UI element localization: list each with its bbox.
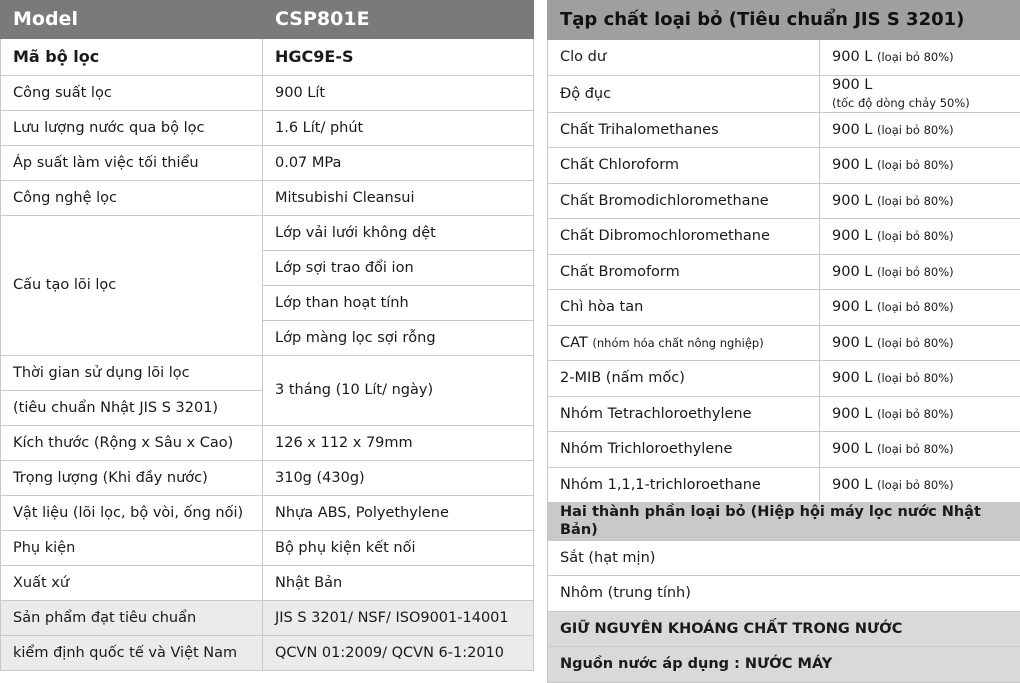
spec-value: Lớp than hoạt tính xyxy=(263,286,534,321)
spec-label: Công suất lọc xyxy=(1,76,263,111)
table-row xyxy=(1,461,534,496)
table-row xyxy=(1,39,534,76)
spec-label: Lưu lượng nước qua bộ lọc xyxy=(1,111,263,146)
impurity-value-text: 900 L xyxy=(832,264,872,280)
spec-label-filter-structure: Cấu tạo lõi lọc xyxy=(1,216,263,356)
spec-label: Áp suất làm việc tối thiểu xyxy=(1,146,263,181)
table-row xyxy=(1,496,534,531)
spec-value: Lớp vải lưới không dệt xyxy=(263,216,534,251)
spec-value: 310g (430g) xyxy=(263,461,534,496)
table-row xyxy=(1,76,534,111)
impurity-value-note: (loại bỏ 80%) xyxy=(877,336,954,350)
impurity-value-text: 900 L xyxy=(832,477,872,493)
spec-label: Mã bộ lọc xyxy=(1,39,263,76)
table-row xyxy=(1,181,534,216)
table-row xyxy=(548,40,1020,76)
impurity-name: Nhóm Tetrachloroethylene xyxy=(548,396,820,432)
table-row xyxy=(1,146,534,181)
spec-label: Phụ kiện xyxy=(1,531,263,566)
impurity-value-text: 900 L xyxy=(832,441,872,457)
spec-value: QCVN 01:2009/ QCVN 6-1:2010 xyxy=(263,636,534,671)
impurity-value xyxy=(820,290,1020,326)
impurity-name: Chất Bromoform xyxy=(548,254,820,290)
spec-value: Nhật Bản xyxy=(263,566,534,601)
spec-value: 126 x 112 x 79mm xyxy=(263,426,534,461)
impurity-value-note: (loại bỏ 80%) xyxy=(877,123,954,137)
impurity-name: 2-MIB (nấm mốc) xyxy=(548,361,820,397)
spec-label: Xuất xứ xyxy=(1,566,263,601)
impurity-value xyxy=(820,148,1020,184)
spec-label: Trọng lượng (Khi đầy nước) xyxy=(1,461,263,496)
impurity-value-note: (loại bỏ 80%) xyxy=(877,478,954,492)
impurity-value xyxy=(820,467,1020,503)
impurity-value-note: (tốc độ dòng chảy 50%) xyxy=(832,96,970,110)
table-row xyxy=(1,216,534,251)
table-row xyxy=(1,426,534,461)
impurity-value-text: 900 L xyxy=(832,228,872,244)
spec-value: HGC9E-S xyxy=(263,39,534,76)
impurity-value-note: (loại bỏ 80%) xyxy=(877,371,954,385)
footer-minerals xyxy=(548,611,1020,647)
spec-table-header xyxy=(1,1,534,39)
table-row xyxy=(548,325,1020,361)
table-row xyxy=(548,290,1020,326)
table-row xyxy=(548,75,1020,112)
impurity-value xyxy=(820,396,1020,432)
impurity-value-text: 900 L xyxy=(832,299,872,315)
impurity-name-text: CAT xyxy=(560,335,588,351)
table-row xyxy=(548,396,1020,432)
component-name: Sắt (hạt mịn) xyxy=(548,540,1020,576)
impurities-table xyxy=(547,0,1020,683)
impurities-table-header xyxy=(548,1,1020,40)
impurity-value-text: 900 L xyxy=(832,335,872,351)
impurity-name: Nhóm Trichloroethylene xyxy=(548,432,820,468)
impurity-name: Chất Trihalomethanes xyxy=(548,112,820,148)
impurity-name: Chì hòa tan xyxy=(548,290,820,326)
spec-value: Nhựa ABS, Polyethylene xyxy=(263,496,534,531)
spec-header-model: Model xyxy=(1,1,263,39)
impurity-value-note: (loại bỏ 80%) xyxy=(877,158,954,172)
spec-value-lifetime: 3 tháng (10 Lít/ ngày) xyxy=(263,356,534,426)
spec-label: Thời gian sử dụng lõi lọc xyxy=(1,356,263,391)
table-row xyxy=(548,540,1020,576)
table-row xyxy=(548,148,1020,184)
impurity-value xyxy=(820,254,1020,290)
impurity-value-note: (loại bỏ 80%) xyxy=(877,229,954,243)
spec-label: kiểm định quốc tế và Việt Nam xyxy=(1,636,263,671)
footer-text: Nguồn nước áp dụng : NƯỚC MÁY xyxy=(548,647,1020,683)
section-two-components-header xyxy=(548,503,1020,540)
impurity-value-note: (loại bỏ 80%) xyxy=(877,265,954,279)
impurity-value xyxy=(820,432,1020,468)
footer-water-source xyxy=(548,647,1020,683)
spec-value: Bộ phụ kiện kết nối xyxy=(263,531,534,566)
table-row xyxy=(1,636,534,671)
impurity-name: Clo dư xyxy=(548,40,820,76)
spec-value: Lớp sợi trao đổi ion xyxy=(263,251,534,286)
table-row xyxy=(1,111,534,146)
impurity-value xyxy=(820,325,1020,361)
table-row xyxy=(1,531,534,566)
impurity-value xyxy=(820,112,1020,148)
impurity-value-text: 900 L xyxy=(832,122,872,138)
spec-label: Công nghệ lọc xyxy=(1,181,263,216)
impurity-value-note: (loại bỏ 80%) xyxy=(877,50,954,64)
impurity-name: Nhóm 1,1,1-trichloroethane xyxy=(548,467,820,503)
impurity-value-text: 900 L xyxy=(832,193,872,209)
spec-value: 900 Lít xyxy=(263,76,534,111)
impurity-value-note: (loại bỏ 80%) xyxy=(877,442,954,456)
impurity-value-text: 900 L xyxy=(832,49,872,65)
spec-value: Mitsubishi Cleansui xyxy=(263,181,534,216)
impurity-name: Chất Chloroform xyxy=(548,148,820,184)
footer-text: GIỮ NGUYÊN KHOÁNG CHẤT TRONG NƯỚC xyxy=(548,611,1020,647)
spec-label-standard: (tiêu chuẩn Nhật JIS S 3201) xyxy=(1,391,263,426)
impurity-value-note: (loại bỏ 80%) xyxy=(877,194,954,208)
table-row xyxy=(548,112,1020,148)
impurity-value xyxy=(820,75,1020,112)
spec-header-value: CSP801E xyxy=(263,1,534,39)
impurities-panel xyxy=(547,0,1020,663)
table-row xyxy=(548,467,1020,503)
impurity-value-note: (loại bỏ 80%) xyxy=(877,300,954,314)
spec-label: Vật liệu (lõi lọc, bộ vòi, ống nối) xyxy=(1,496,263,531)
table-row xyxy=(1,566,534,601)
impurity-name-note: (nhóm hóa chất nông nghiệp) xyxy=(592,336,763,350)
spec-label: Kích thước (Rộng x Sâu x Cao) xyxy=(1,426,263,461)
spec-value: 1.6 Lít/ phút xyxy=(263,111,534,146)
impurities-header-title: Tạp chất loại bỏ (Tiêu chuẩn JIS S 3201) xyxy=(548,1,1020,40)
table-row xyxy=(548,432,1020,468)
impurity-name: Chất Bromodichloromethane xyxy=(548,183,820,219)
table-row xyxy=(548,361,1020,397)
table-row xyxy=(548,254,1020,290)
section-title: Hai thành phần loại bỏ (Hiệp hội máy lọc nước Nhật Bản) xyxy=(548,503,1020,540)
impurity-value-text: 900 L xyxy=(832,406,872,422)
impurity-value xyxy=(820,40,1020,76)
impurity-value xyxy=(820,361,1020,397)
table-row xyxy=(1,356,534,391)
spec-value: 0.07 MPa xyxy=(263,146,534,181)
impurity-name: Chất Dibromochloromethane xyxy=(548,219,820,255)
table-row xyxy=(548,219,1020,255)
impurity-value-text: 900 L xyxy=(832,370,872,386)
component-name: Nhôm (trung tính) xyxy=(548,576,1020,612)
table-row xyxy=(548,576,1020,612)
table-row xyxy=(548,183,1020,219)
impurity-value-note: (loại bỏ 80%) xyxy=(877,407,954,421)
spec-value: JIS S 3201/ NSF/ ISO9001-14001 xyxy=(263,601,534,636)
spec-label: Sản phẩm đạt tiêu chuẩn xyxy=(1,601,263,636)
impurity-value xyxy=(820,219,1020,255)
impurity-value-text: 900 L xyxy=(832,157,872,173)
spec-value: Lớp màng lọc sợi rỗng xyxy=(263,321,534,356)
table-row xyxy=(1,601,534,636)
impurity-value xyxy=(820,183,1020,219)
impurity-name: Độ đục xyxy=(548,75,820,112)
impurity-name xyxy=(548,325,820,361)
impurity-value-text: 900 L xyxy=(832,77,872,93)
